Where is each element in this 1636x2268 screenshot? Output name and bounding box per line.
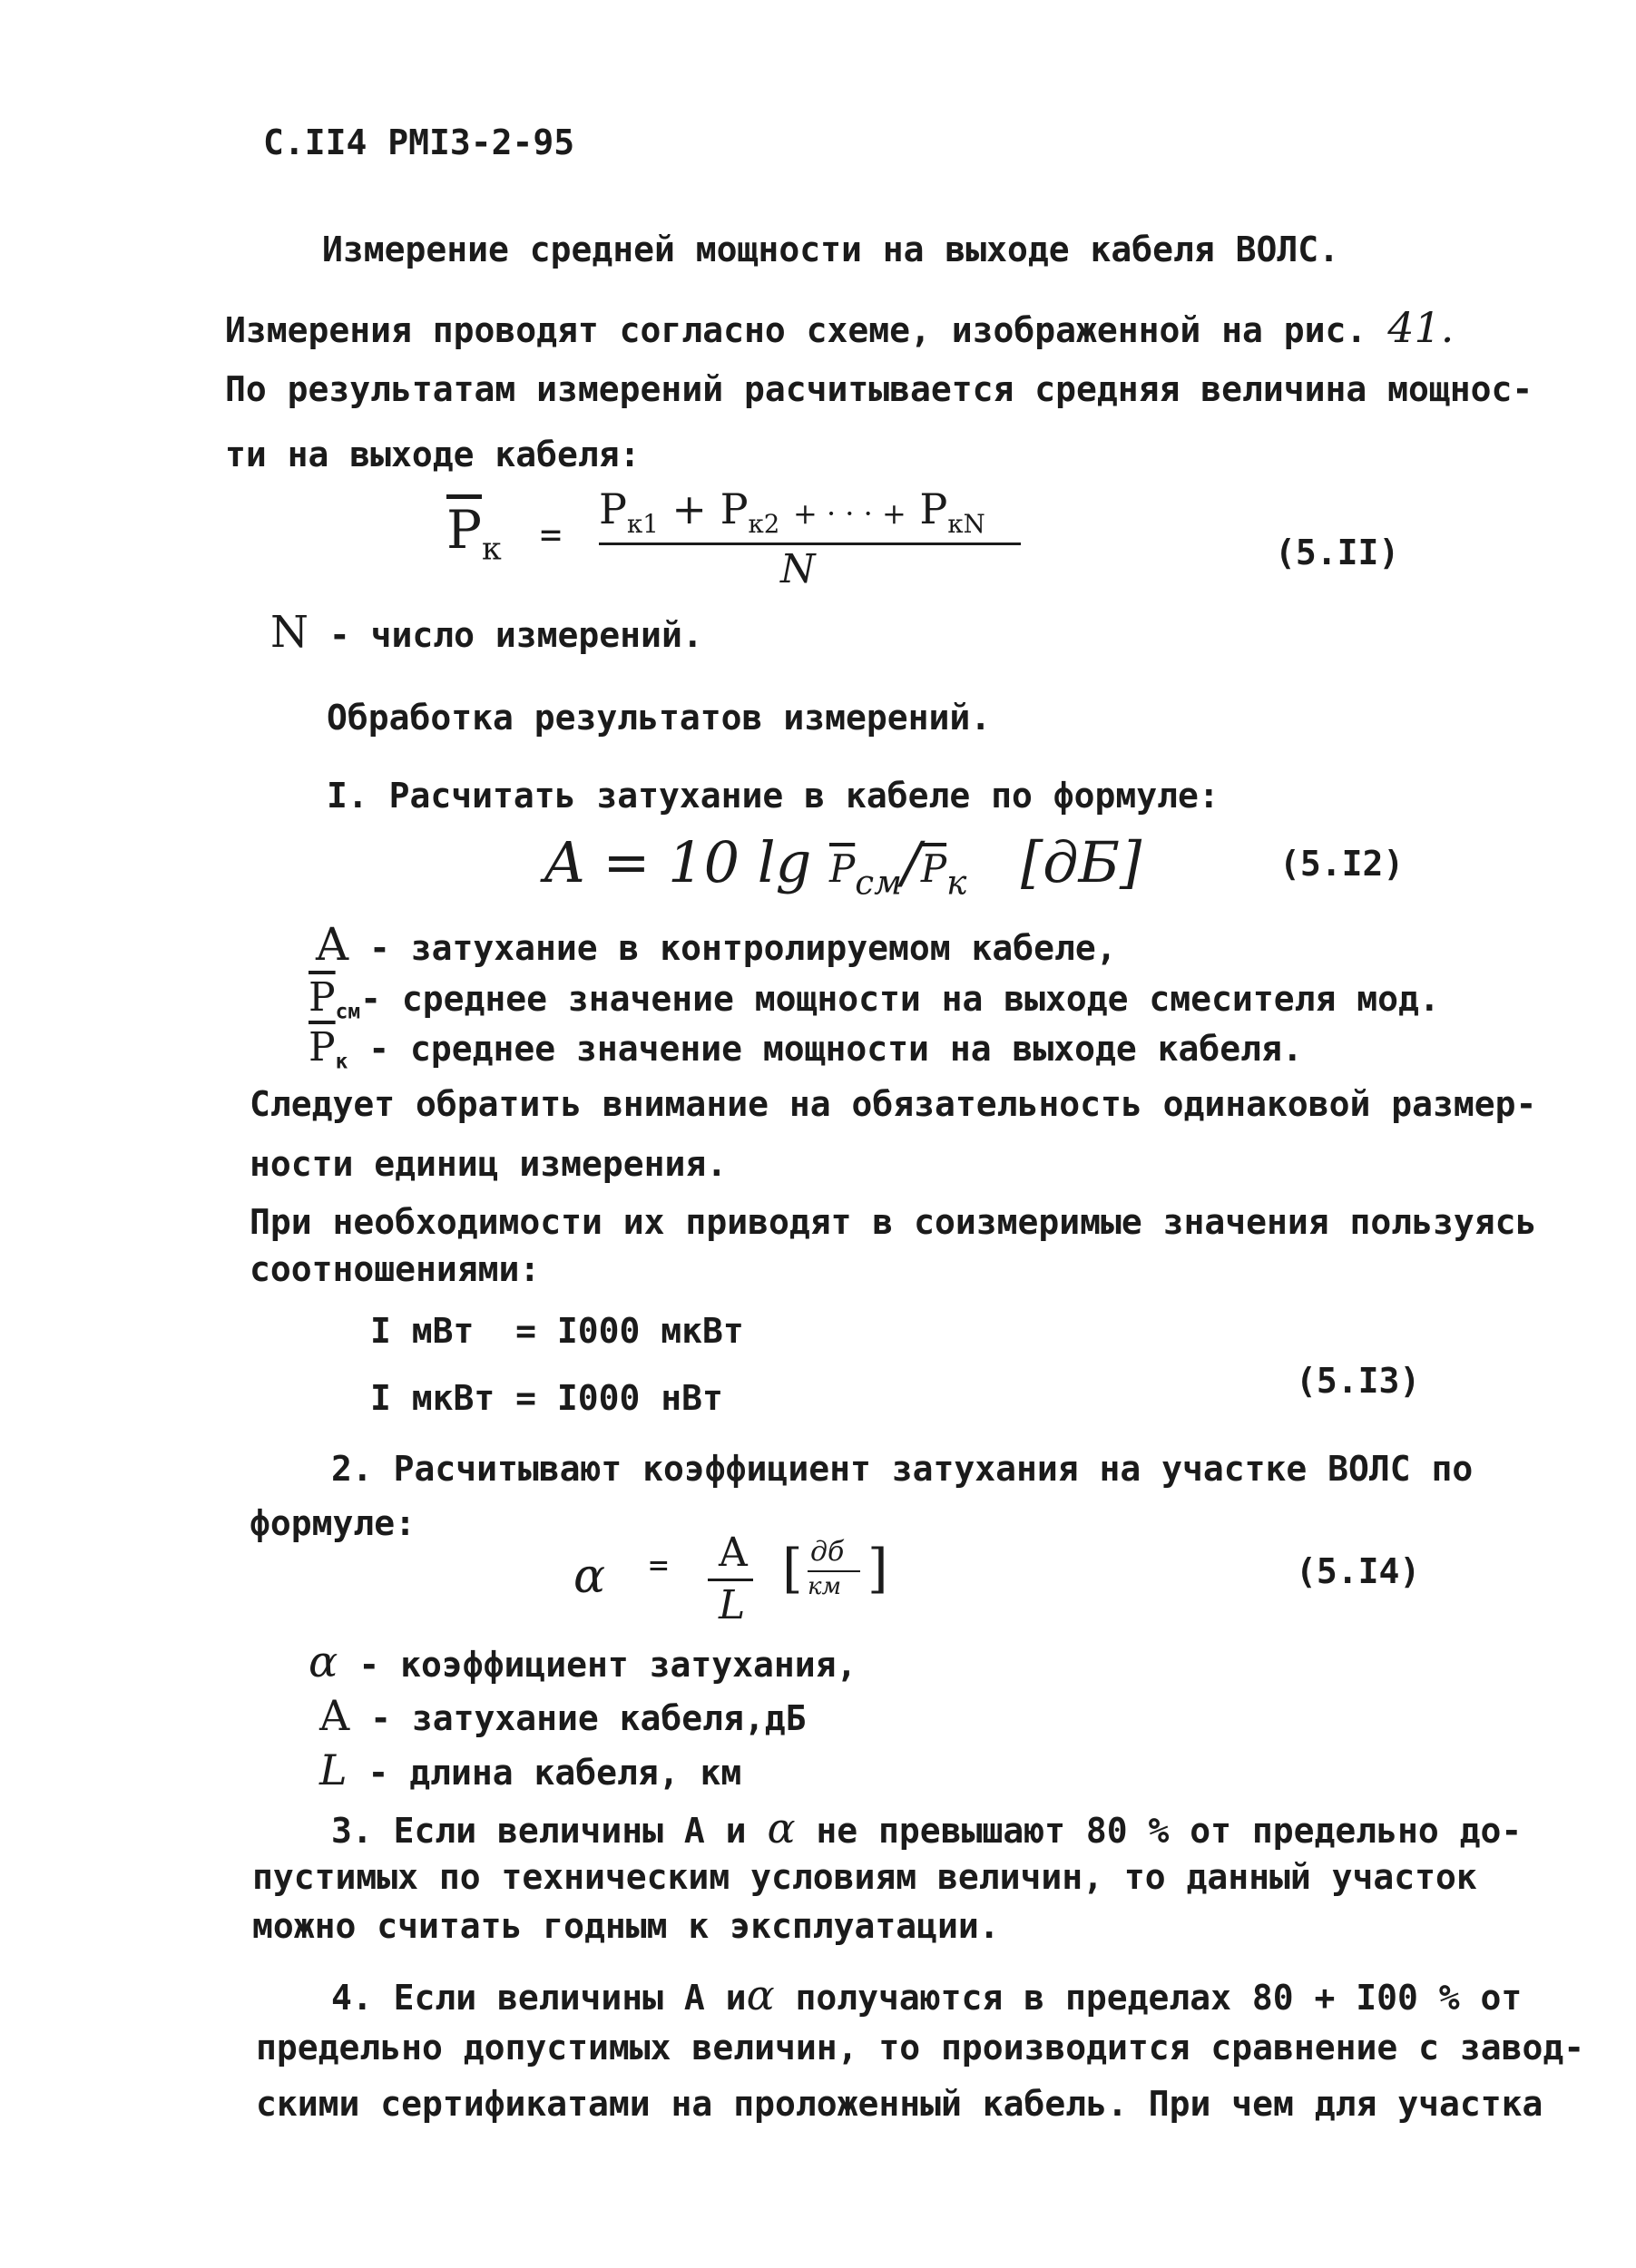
def-cable-power: $\overline{P}_к$ - среднее значение мощности на выходе кабеля.	[309, 1024, 1303, 1074]
note-line-2: ности единиц измерения.	[250, 1144, 728, 1184]
step-4-line-3: скими сертификатами на проложенный кабель. При чем для участка	[256, 2084, 1543, 2124]
def-attenuation: A - затухание в контролируемом кабеле,	[316, 918, 1117, 971]
unit-bracket: ]	[867, 1538, 888, 1599]
step-2-line-2: формуле:	[250, 1503, 416, 1543]
unit-denominator: км	[808, 1573, 842, 1600]
fraction-numerator: A	[719, 1530, 748, 1576]
page-header: С.II4 РМI3-2-95	[263, 122, 575, 162]
fraction-bar	[708, 1579, 753, 1581]
note-line-4: соотношениями:	[250, 1249, 541, 1289]
step-2-line-1: 2. Расчитывают коэффициент затухания на участке ВОЛС по	[331, 1449, 1474, 1489]
unit-relation-2: I мкВт = I000 нВт	[370, 1378, 723, 1418]
step-3-line-1: 3. Если величины А и α не превышают 80 % от предельно до-	[331, 1804, 1523, 1853]
formula-equals: =	[649, 1547, 669, 1584]
step-4-line-2: предельно допустимых величин, то производится сравнение с завод-	[256, 2028, 1585, 2068]
intro-line-2: По результатам измерений расчитывается средняя величина мощнос-	[225, 369, 1533, 409]
formula-numerator: $P_{к1} + P_{к2}$ + · · · + $P_{кN}$	[599, 484, 985, 540]
step-1: I. Расчитать затухание в кабеле по формуле:	[327, 776, 1220, 816]
section-title: Измерение средней мощности на выходе кабеля ВОЛС.	[322, 230, 1340, 269]
formula-equals: =	[540, 514, 563, 556]
equation-number: (5.II)	[1275, 533, 1400, 572]
formula-512-main: A = 10 $\lg \overline{P}_{см}/\overline{P}_к$ [дБ]	[544, 829, 1142, 903]
def-cable-attenuation: A - затухание кабеля,дБ	[319, 1691, 807, 1740]
def-mixer-power: $\overline{P}_{см}-$ среднее значение мощности на выходе смесителя мод.	[309, 974, 1440, 1024]
figure-reference: 41.	[1387, 303, 1455, 352]
unit-fraction-bar	[808, 1570, 860, 1572]
note-line-3: При необходимости их приводят в соизмеримые значения пользуясь	[250, 1202, 1537, 1242]
intro-line-3: ти на выходе кабеля:	[225, 435, 641, 474]
note-line-1: Следует обратить внимание на обязательность одинаковой размер-	[250, 1084, 1537, 1124]
processing-title: Обработка результатов измерений.	[327, 698, 992, 738]
def-alpha: α - коэффициент затухания,	[309, 1637, 857, 1687]
step-4-line-1: 4. Если величины А иα получаются в пределах 80 + I00 % от	[331, 1970, 1523, 2019]
fraction-bar	[599, 543, 1021, 545]
unit-numerator: дб	[810, 1536, 845, 1568]
step-3-line-3: можно считать годным к эксплуатации.	[252, 1906, 1000, 1946]
def-cable-length: L - длина кабеля, км	[319, 1745, 742, 1794]
intro-line-1: Измерения проводят согласно схеме, изображенной на рис. 41.	[225, 303, 1455, 352]
unit-relation-1: I мВт = I000 мкВт	[370, 1311, 744, 1351]
alpha-symbol: α	[573, 1549, 606, 1604]
formula-denominator: N	[780, 546, 816, 592]
fraction-denominator: L	[719, 1582, 746, 1628]
formula-lhs: $\overline{P}_к$	[446, 499, 502, 568]
unit-bracket: [	[782, 1538, 803, 1599]
step-3-line-2: пустимых по техническим условиям величин, то данный участок	[252, 1857, 1477, 1897]
equation-number: (5.I4)	[1296, 1551, 1421, 1591]
n-definition: N - число измерений.	[270, 607, 703, 658]
equation-number: (5.I3)	[1296, 1361, 1421, 1401]
equation-number: (5.I2)	[1279, 844, 1405, 884]
